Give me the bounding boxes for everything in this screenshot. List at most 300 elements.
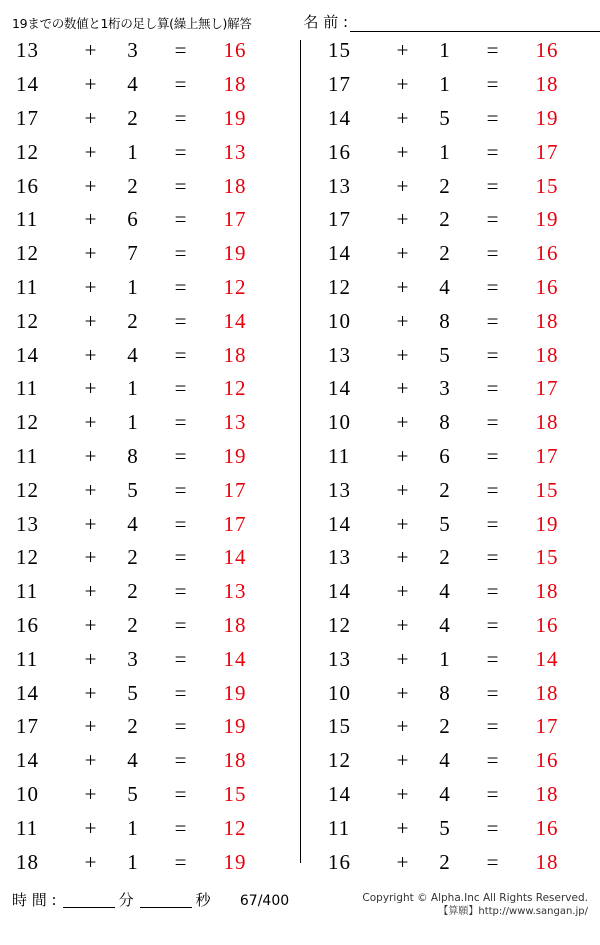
equals-icon: = xyxy=(486,38,500,63)
operand-first: 12 xyxy=(16,477,39,502)
answer-value: 18 xyxy=(535,410,559,435)
plus-icon: + xyxy=(396,38,410,63)
equals-icon: = xyxy=(486,308,500,333)
equals-icon: = xyxy=(486,139,500,164)
time-label: 時 間 : xyxy=(12,891,57,909)
operand-second: 1 xyxy=(439,72,451,97)
operand-second: 7 xyxy=(127,241,139,266)
plus-icon: + xyxy=(84,545,98,570)
answer-value: 17 xyxy=(535,443,559,468)
equals-icon: = xyxy=(486,72,500,97)
operand-second: 1 xyxy=(439,646,451,671)
equals-icon: = xyxy=(174,545,188,570)
answer-value: 19 xyxy=(223,443,247,468)
problem-row xyxy=(322,642,590,676)
time-field-area xyxy=(12,889,213,910)
plus-icon: + xyxy=(84,815,98,840)
page-footer xyxy=(0,885,600,945)
problem-row xyxy=(10,811,282,845)
operand-second: 1 xyxy=(127,849,139,874)
operand-first: 13 xyxy=(16,38,39,63)
answer-value: 19 xyxy=(223,680,247,705)
page-number: 67/400 xyxy=(239,893,290,909)
plus-icon: + xyxy=(396,714,410,739)
equals-icon: = xyxy=(174,443,188,468)
equals-icon: = xyxy=(486,241,500,266)
operand-second: 5 xyxy=(127,477,139,502)
problem-row xyxy=(10,338,282,372)
problem-row xyxy=(10,473,282,507)
answer-value: 16 xyxy=(223,38,247,63)
problem-row xyxy=(10,541,282,575)
operand-first: 11 xyxy=(16,579,39,604)
equals-icon: = xyxy=(174,173,188,198)
equals-icon: = xyxy=(174,511,188,536)
equals-icon: = xyxy=(174,815,188,840)
plus-icon: + xyxy=(396,241,410,266)
operand-second: 1 xyxy=(127,274,139,299)
plus-icon: + xyxy=(396,646,410,671)
problem-row xyxy=(322,135,590,169)
plus-icon: + xyxy=(84,410,98,435)
plus-icon: + xyxy=(396,443,410,468)
answer-value: 18 xyxy=(223,342,247,367)
plus-icon: + xyxy=(396,274,410,299)
equals-icon: = xyxy=(486,410,500,435)
plus-icon: + xyxy=(396,748,410,773)
operand-first: 13 xyxy=(328,545,351,570)
equals-icon: = xyxy=(486,714,500,739)
answer-value: 19 xyxy=(535,207,559,232)
problem-row xyxy=(322,271,590,305)
operand-first: 15 xyxy=(328,38,351,63)
equals-icon: = xyxy=(486,781,500,806)
answer-value: 18 xyxy=(535,781,559,806)
plus-icon: + xyxy=(84,173,98,198)
equals-icon: = xyxy=(486,849,500,874)
plus-icon: + xyxy=(84,139,98,164)
answer-value: 15 xyxy=(535,545,559,570)
operand-second: 8 xyxy=(439,308,451,333)
problem-row xyxy=(322,372,590,406)
operand-second: 3 xyxy=(127,38,139,63)
equals-icon: = xyxy=(174,748,188,773)
plus-icon: + xyxy=(396,477,410,502)
page-header xyxy=(10,0,590,34)
equals-icon: = xyxy=(174,342,188,367)
problem-row xyxy=(322,304,590,338)
problem-row xyxy=(322,676,590,710)
operand-second: 5 xyxy=(439,105,451,130)
operand-second: 2 xyxy=(439,207,451,232)
plus-icon: + xyxy=(84,680,98,705)
problem-row xyxy=(10,676,282,710)
answer-value: 18 xyxy=(535,72,559,97)
operand-first: 12 xyxy=(328,748,351,773)
operand-first: 11 xyxy=(16,207,39,232)
answer-value: 12 xyxy=(223,376,247,401)
answer-value: 19 xyxy=(223,714,247,739)
operand-first: 15 xyxy=(328,714,351,739)
operand-first: 12 xyxy=(328,612,351,637)
answer-value: 18 xyxy=(223,748,247,773)
operand-first: 13 xyxy=(328,342,351,367)
plus-icon: + xyxy=(84,274,98,299)
minutes-input-line[interactable] xyxy=(63,892,115,908)
answer-value: 13 xyxy=(223,579,247,604)
operand-first: 11 xyxy=(16,376,39,401)
answer-value: 19 xyxy=(535,105,559,130)
operand-second: 2 xyxy=(127,545,139,570)
operand-second: 2 xyxy=(127,612,139,637)
operand-first: 12 xyxy=(16,308,39,333)
equals-icon: = xyxy=(486,815,500,840)
operand-first: 12 xyxy=(16,545,39,570)
operand-second: 8 xyxy=(127,443,139,468)
operand-second: 1 xyxy=(127,139,139,164)
operand-first: 11 xyxy=(328,815,351,840)
name-input-line[interactable] xyxy=(350,14,600,32)
operand-second: 6 xyxy=(127,207,139,232)
answer-value: 16 xyxy=(535,241,559,266)
problem-row xyxy=(322,102,590,136)
operand-second: 2 xyxy=(127,579,139,604)
operand-first: 14 xyxy=(328,241,351,266)
name-field-area xyxy=(304,11,600,34)
plus-icon: + xyxy=(396,849,410,874)
answer-value: 17 xyxy=(535,376,559,401)
problem-row xyxy=(10,609,282,643)
problem-row xyxy=(322,169,590,203)
problem-row xyxy=(322,778,590,812)
operand-second: 2 xyxy=(439,849,451,874)
problem-row xyxy=(322,811,590,845)
operand-first: 11 xyxy=(16,443,39,468)
operand-second: 2 xyxy=(127,173,139,198)
problem-row xyxy=(10,710,282,744)
plus-icon: + xyxy=(84,342,98,367)
operand-second: 4 xyxy=(127,748,139,773)
answer-value: 18 xyxy=(223,72,247,97)
plus-icon: + xyxy=(396,579,410,604)
operand-second: 3 xyxy=(127,646,139,671)
operand-second: 1 xyxy=(439,38,451,63)
operand-first: 17 xyxy=(328,72,351,97)
operand-second: 4 xyxy=(439,748,451,773)
operand-first: 10 xyxy=(328,308,351,333)
problem-row xyxy=(322,34,590,68)
equals-icon: = xyxy=(174,207,188,232)
equals-icon: = xyxy=(486,511,500,536)
answer-value: 12 xyxy=(223,815,247,840)
operand-first: 11 xyxy=(16,815,39,840)
answer-value: 17 xyxy=(535,139,559,164)
plus-icon: + xyxy=(84,376,98,401)
operand-second: 5 xyxy=(439,342,451,367)
equals-icon: = xyxy=(486,443,500,468)
operand-second: 1 xyxy=(127,410,139,435)
operand-first: 12 xyxy=(16,410,39,435)
equals-icon: = xyxy=(486,545,500,570)
equals-icon: = xyxy=(486,342,500,367)
operand-second: 5 xyxy=(439,815,451,840)
operand-second: 2 xyxy=(439,714,451,739)
answer-value: 14 xyxy=(223,308,247,333)
equals-icon: = xyxy=(174,376,188,401)
problem-row xyxy=(322,845,590,879)
left-column xyxy=(10,34,300,879)
problem-row xyxy=(10,778,282,812)
equals-icon: = xyxy=(486,646,500,671)
answer-value: 16 xyxy=(535,274,559,299)
answer-value: 13 xyxy=(223,410,247,435)
answer-value: 15 xyxy=(535,477,559,502)
plus-icon: + xyxy=(84,511,98,536)
plus-icon: + xyxy=(396,72,410,97)
answer-value: 13 xyxy=(223,139,247,164)
answer-value: 15 xyxy=(223,781,247,806)
plus-icon: + xyxy=(84,748,98,773)
answer-value: 17 xyxy=(535,714,559,739)
operand-second: 3 xyxy=(439,376,451,401)
equals-icon: = xyxy=(174,849,188,874)
operand-second: 5 xyxy=(127,680,139,705)
operand-second: 2 xyxy=(439,241,451,266)
problem-row xyxy=(322,406,590,440)
copyright-block xyxy=(362,891,588,919)
problem-row xyxy=(10,744,282,778)
problem-row xyxy=(322,710,590,744)
operand-second: 4 xyxy=(439,612,451,637)
equals-icon: = xyxy=(174,714,188,739)
copyright-line-1: Copyright © Alpha.Inc All Rights Reserved. xyxy=(362,892,588,904)
operand-first: 17 xyxy=(16,714,39,739)
plus-icon: + xyxy=(396,376,410,401)
answer-value: 18 xyxy=(223,173,247,198)
equals-icon: = xyxy=(174,38,188,63)
answer-value: 18 xyxy=(535,342,559,367)
plus-icon: + xyxy=(396,139,410,164)
answer-value: 14 xyxy=(223,545,247,570)
answer-value: 19 xyxy=(223,849,247,874)
operand-second: 1 xyxy=(439,139,451,164)
name-label: 名 前 : xyxy=(303,13,349,31)
equals-icon: = xyxy=(174,781,188,806)
answer-value: 15 xyxy=(535,173,559,198)
answer-value: 18 xyxy=(535,849,559,874)
operand-first: 13 xyxy=(16,511,39,536)
plus-icon: + xyxy=(396,815,410,840)
equals-icon: = xyxy=(174,274,188,299)
problem-row xyxy=(10,642,282,676)
plus-icon: + xyxy=(84,241,98,266)
problem-columns xyxy=(10,34,590,879)
plus-icon: + xyxy=(84,308,98,333)
plus-icon: + xyxy=(396,105,410,130)
operand-first: 16 xyxy=(328,849,351,874)
answer-value: 18 xyxy=(535,308,559,333)
operand-first: 12 xyxy=(328,274,351,299)
equals-icon: = xyxy=(486,274,500,299)
answer-value: 16 xyxy=(535,38,559,63)
answer-value: 19 xyxy=(223,241,247,266)
operand-first: 13 xyxy=(328,646,351,671)
problem-row xyxy=(322,575,590,609)
answer-value: 16 xyxy=(535,748,559,773)
operand-second: 2 xyxy=(439,477,451,502)
problem-row xyxy=(322,541,590,575)
equals-icon: = xyxy=(174,579,188,604)
equals-icon: = xyxy=(486,105,500,130)
equals-icon: = xyxy=(486,579,500,604)
plus-icon: + xyxy=(84,443,98,468)
problem-row xyxy=(322,473,590,507)
plus-icon: + xyxy=(396,410,410,435)
problem-row xyxy=(10,507,282,541)
problem-row xyxy=(322,744,590,778)
operand-second: 4 xyxy=(127,72,139,97)
operand-second: 2 xyxy=(127,714,139,739)
equals-icon: = xyxy=(486,477,500,502)
seconds-unit-label: 秒 xyxy=(195,891,211,909)
operand-first: 10 xyxy=(328,410,351,435)
plus-icon: + xyxy=(396,511,410,536)
answer-value: 16 xyxy=(535,612,559,637)
operand-first: 13 xyxy=(328,477,351,502)
answer-value: 18 xyxy=(535,579,559,604)
operand-first: 14 xyxy=(328,511,351,536)
answer-value: 19 xyxy=(535,511,559,536)
plus-icon: + xyxy=(84,477,98,502)
operand-first: 14 xyxy=(16,680,39,705)
plus-icon: + xyxy=(84,646,98,671)
plus-icon: + xyxy=(84,714,98,739)
plus-icon: + xyxy=(84,105,98,130)
column-divider xyxy=(300,40,301,863)
problem-row xyxy=(322,237,590,271)
operand-first: 16 xyxy=(16,612,39,637)
plus-icon: + xyxy=(84,849,98,874)
operand-second: 8 xyxy=(439,680,451,705)
plus-icon: + xyxy=(84,72,98,97)
plus-icon: + xyxy=(396,308,410,333)
operand-second: 5 xyxy=(439,511,451,536)
operand-first: 10 xyxy=(16,781,39,806)
operand-first: 12 xyxy=(16,139,39,164)
plus-icon: + xyxy=(396,207,410,232)
problem-row xyxy=(10,34,282,68)
plus-icon: + xyxy=(396,781,410,806)
problem-row xyxy=(10,845,282,879)
problem-row xyxy=(322,68,590,102)
operand-second: 4 xyxy=(439,274,451,299)
operand-first: 10 xyxy=(328,680,351,705)
minutes-unit-label: 分 xyxy=(118,891,134,909)
operand-first: 14 xyxy=(328,579,351,604)
equals-icon: = xyxy=(486,376,500,401)
problem-row xyxy=(10,169,282,203)
answer-value: 16 xyxy=(535,815,559,840)
operand-second: 4 xyxy=(127,511,139,536)
operand-first: 17 xyxy=(16,105,39,130)
problem-row xyxy=(10,406,282,440)
operand-first: 13 xyxy=(328,173,351,198)
operand-first: 14 xyxy=(328,781,351,806)
equals-icon: = xyxy=(486,680,500,705)
equals-icon: = xyxy=(174,308,188,333)
copyright-line-2: 【算願】http://www.sangan.jp/ xyxy=(438,906,588,918)
problem-row xyxy=(322,609,590,643)
equals-icon: = xyxy=(174,139,188,164)
operand-first: 17 xyxy=(328,207,351,232)
plus-icon: + xyxy=(84,579,98,604)
answer-value: 17 xyxy=(223,477,247,502)
operand-second: 4 xyxy=(439,781,451,806)
seconds-input-line[interactable] xyxy=(140,892,192,908)
problem-row xyxy=(10,203,282,237)
equals-icon: = xyxy=(486,207,500,232)
problem-row xyxy=(10,304,282,338)
problem-row xyxy=(10,440,282,474)
answer-value: 18 xyxy=(535,680,559,705)
plus-icon: + xyxy=(396,612,410,637)
operand-second: 4 xyxy=(439,579,451,604)
page-title: 19までの数値と1桁の足し算(繰上無し)解答 xyxy=(12,16,252,31)
operand-second: 1 xyxy=(127,815,139,840)
equals-icon: = xyxy=(174,410,188,435)
operand-first: 14 xyxy=(16,748,39,773)
problem-row xyxy=(10,237,282,271)
operand-second: 2 xyxy=(439,545,451,570)
plus-icon: + xyxy=(396,545,410,570)
operand-second: 4 xyxy=(127,342,139,367)
problem-row xyxy=(10,575,282,609)
equals-icon: = xyxy=(174,646,188,671)
operand-first: 11 xyxy=(16,274,39,299)
operand-first: 11 xyxy=(328,443,351,468)
equals-icon: = xyxy=(174,477,188,502)
operand-first: 14 xyxy=(328,105,351,130)
operand-second: 8 xyxy=(439,410,451,435)
equals-icon: = xyxy=(174,241,188,266)
problem-row xyxy=(322,203,590,237)
problem-row xyxy=(10,271,282,305)
operand-second: 2 xyxy=(127,105,139,130)
problem-row xyxy=(10,135,282,169)
operand-second: 1 xyxy=(127,376,139,401)
plus-icon: + xyxy=(84,781,98,806)
right-column xyxy=(300,34,590,879)
problem-row xyxy=(10,102,282,136)
answer-value: 19 xyxy=(223,105,247,130)
operand-first: 16 xyxy=(328,139,351,164)
equals-icon: = xyxy=(174,72,188,97)
operand-first: 16 xyxy=(16,173,39,198)
operand-first: 14 xyxy=(16,342,39,367)
equals-icon: = xyxy=(174,680,188,705)
plus-icon: + xyxy=(396,680,410,705)
answer-value: 14 xyxy=(223,646,247,671)
problem-row xyxy=(322,507,590,541)
operand-first: 11 xyxy=(16,646,39,671)
plus-icon: + xyxy=(396,342,410,367)
problem-row xyxy=(322,338,590,372)
operand-first: 14 xyxy=(16,72,39,97)
plus-icon: + xyxy=(84,612,98,637)
equals-icon: = xyxy=(174,612,188,637)
operand-second: 2 xyxy=(127,308,139,333)
operand-first: 14 xyxy=(328,376,351,401)
